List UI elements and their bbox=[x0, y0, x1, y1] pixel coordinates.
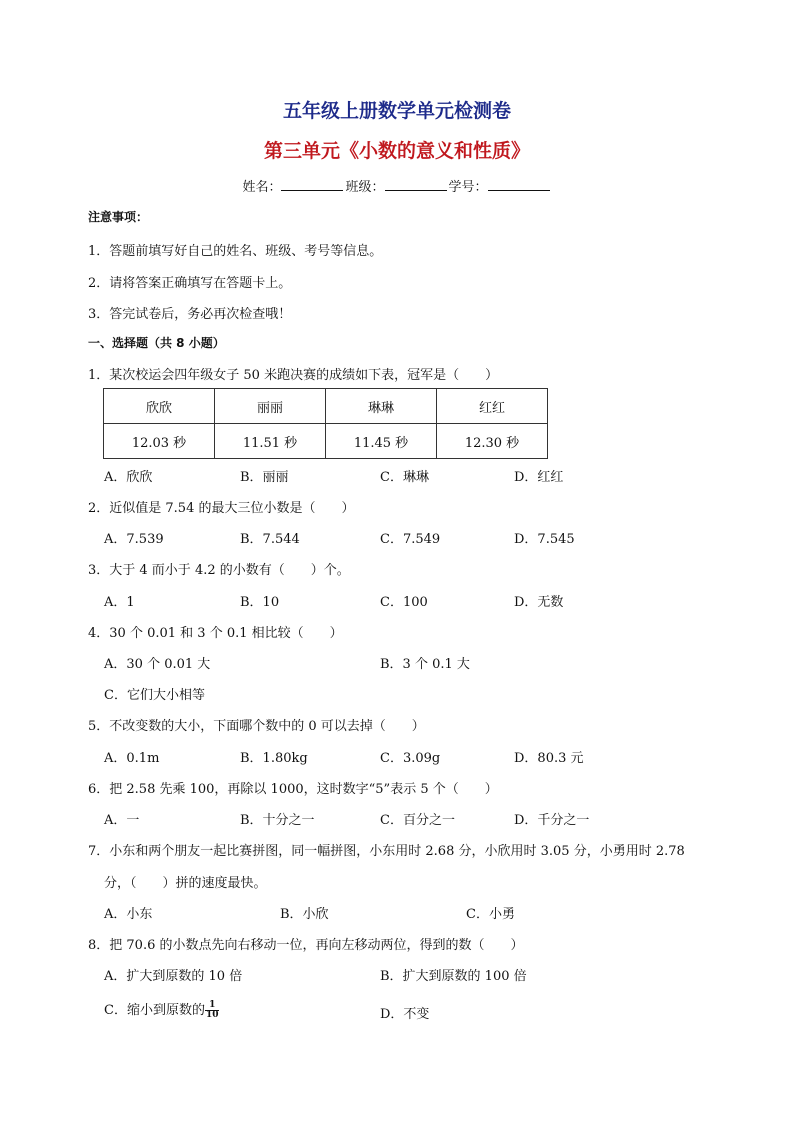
table-cell: 红红 bbox=[437, 389, 548, 424]
option-a[interactable]: A．1 bbox=[104, 595, 135, 610]
table-cell: 琳琳 bbox=[326, 389, 437, 424]
question-5-stem: 5．不改变数的大小，下面哪个数中的 0 可以去掉（ ） bbox=[88, 719, 425, 734]
option-b[interactable]: B．7.544 bbox=[240, 532, 300, 547]
option-a[interactable]: A．小东 bbox=[104, 907, 153, 922]
option-d[interactable]: D．80.3 元 bbox=[514, 751, 584, 766]
notice-heading: 注意事项： bbox=[88, 210, 149, 224]
option-c[interactable]: C．3.09g bbox=[380, 751, 441, 766]
id-blank[interactable] bbox=[488, 178, 550, 191]
option-c[interactable]: C．小勇 bbox=[466, 907, 515, 922]
question-1-stem: 1．某次校运会四年级女子 50 米跑决赛的成绩如下表，冠军是（ ） bbox=[88, 368, 499, 383]
notice-item: 1．答题前填写好自己的姓名、班级、考号等信息。 bbox=[88, 244, 383, 259]
table-row bbox=[104, 389, 548, 424]
notice-item: 3．答完试卷后，务必再次检查哦！ bbox=[88, 307, 292, 322]
fraction-one-tenth bbox=[205, 1001, 220, 1020]
id-label: 学号： bbox=[448, 180, 488, 195]
option-d[interactable]: D．千分之一 bbox=[514, 813, 590, 828]
option-b[interactable]: B．1.80kg bbox=[240, 751, 308, 766]
option-d[interactable]: D．红红 bbox=[514, 470, 564, 485]
option-a[interactable]: A．一 bbox=[104, 813, 140, 828]
name-label: 姓名： bbox=[242, 180, 282, 195]
exam-title: 五年级上册数学单元检测卷 bbox=[282, 100, 511, 122]
table-cell: 欣欣 bbox=[104, 389, 215, 424]
option-a[interactable]: A．扩大到原数的 10 倍 bbox=[104, 969, 243, 984]
student-info-line bbox=[0, 176, 794, 195]
option-b[interactable]: B．3 个 0.1 大 bbox=[380, 657, 470, 672]
option-b[interactable]: B．10 bbox=[240, 595, 280, 610]
option-a[interactable]: A．0.1m bbox=[104, 751, 160, 766]
fraction-denominator: 10 bbox=[205, 1010, 219, 1020]
class-label: 班级： bbox=[345, 180, 385, 195]
table-cell: 丽丽 bbox=[215, 389, 326, 424]
table-cell: 11.51 秒 bbox=[215, 424, 326, 459]
notice-item: 2．请将答案正确填写在答题卡上。 bbox=[88, 276, 292, 291]
option-d[interactable]: D．无数 bbox=[514, 595, 564, 610]
option-b[interactable]: B．小欣 bbox=[280, 907, 329, 922]
unit-subtitle: 第三单元《小数的意义和性质》 bbox=[263, 140, 530, 162]
option-c[interactable]: C．100 bbox=[380, 595, 428, 610]
option-d[interactable]: D．7.545 bbox=[514, 532, 575, 547]
option-b[interactable]: B．十分之一 bbox=[240, 813, 315, 828]
question-7-stem-continued: 分，（ ）拼的速度最快。 bbox=[104, 876, 267, 891]
table-row bbox=[104, 424, 548, 459]
question-6-stem: 6．把 2.58 先乘 100，再除以 1000，这时数字“5”表示 5 个（ ） bbox=[88, 782, 498, 797]
question-2-stem: 2．近似值是 7.54 的最大三位小数是（ ） bbox=[88, 501, 355, 516]
section-heading: 一、选择题（共 8 小题） bbox=[88, 336, 225, 350]
option-c[interactable]: C．它们大小相等 bbox=[104, 688, 205, 703]
question-8-stem: 8．把 70.6 的小数点先向右移动一位，再向左移动两位，得到的数（ ） bbox=[88, 938, 524, 953]
question-3-stem: 3．大于 4 而小于 4.2 的小数有（ ）个。 bbox=[88, 563, 350, 578]
table-cell: 11.45 秒 bbox=[326, 424, 437, 459]
option-a[interactable]: A．7.539 bbox=[104, 532, 164, 547]
option-c[interactable]: C．百分之一 bbox=[380, 813, 455, 828]
option-c-text: C．缩小到原数的 bbox=[104, 1003, 205, 1018]
option-a[interactable]: A．30 个 0.01 大 bbox=[104, 657, 211, 672]
option-c[interactable]: C．7.549 bbox=[380, 532, 441, 547]
question-7-stem: 7．小东和两个朋友一起比赛拼图，同一幅拼图，小东用时 2.68 分，小欣用时 3.05 分，小勇用时 2.78 bbox=[88, 844, 685, 859]
table-cell: 12.03 秒 bbox=[104, 424, 215, 459]
fraction-numerator: 1 bbox=[205, 1001, 220, 1011]
option-c[interactable] bbox=[104, 999, 219, 1020]
results-table bbox=[103, 388, 548, 459]
class-blank[interactable] bbox=[385, 178, 447, 191]
option-b[interactable]: B．丽丽 bbox=[240, 470, 289, 485]
question-4-stem: 4．30 个 0.01 和 3 个 0.1 相比较（ ） bbox=[88, 626, 343, 641]
option-b[interactable]: B．扩大到原数的 100 倍 bbox=[380, 969, 527, 984]
name-blank[interactable] bbox=[281, 178, 343, 191]
option-a[interactable]: A．欣欣 bbox=[104, 470, 153, 485]
option-c[interactable]: C．琳琳 bbox=[380, 470, 429, 485]
option-d[interactable]: D．不变 bbox=[380, 1007, 430, 1022]
table-cell: 12.30 秒 bbox=[437, 424, 548, 459]
